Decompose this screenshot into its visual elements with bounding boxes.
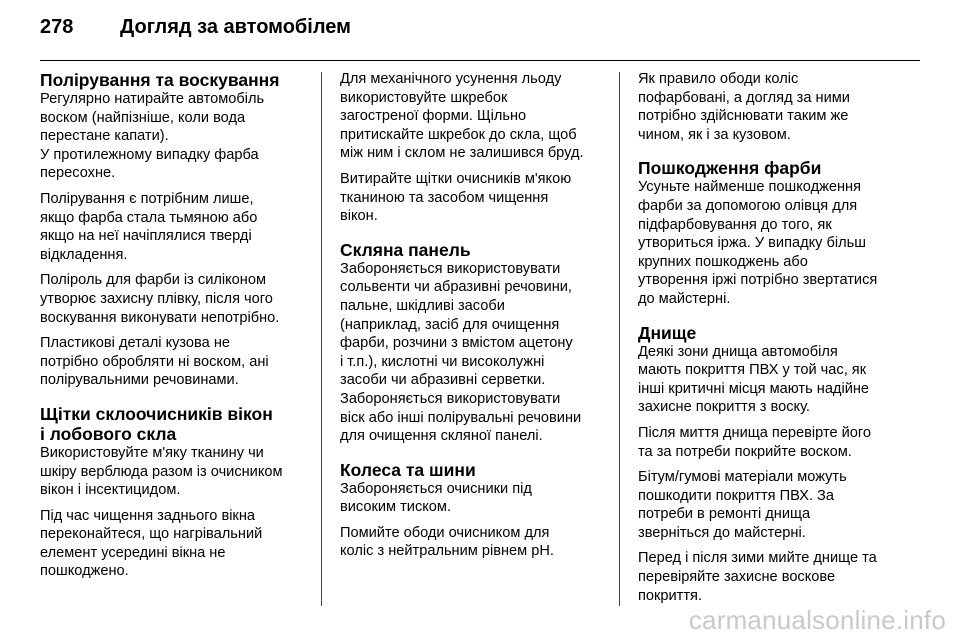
paragraph: Забороняється використовувати сольвенти чи абразивні речовини, пальне, шкідливі засоби (наприклад, засіб для очищення фарби, розчини з вмістом ацетону і т.п.), кислотні чи високолужні засоби чи абразивні серветки. Забороняється використовувати віск або інші полірувальні речовини для очищення скляної панелі. [340, 260, 582, 445]
paragraph: Усуньте найменше пошкодження фарби за допомогою олівця для підфарбовування до того, як утвориться іржа. У випадку більш крупних пошкоджень або утворення іржі потрібно звертатися до майстерні. [638, 179, 878, 307]
page-title: Догляд за автомобілем [120, 16, 351, 38]
paragraph: Для механічного усунення льоду використовуйте шкребок загостреної форми. Щільно притискайте шкребок до скла, щоб між ним і склом не залишився бруд. [340, 71, 584, 162]
paragraph: Пластикові деталі кузова не потрібно обробляти ні воском, ані полірувальними речовинами. [40, 335, 269, 389]
column-2 [340, 70, 612, 568]
section-title-polishing: Полірування та воскування [40, 70, 280, 90]
section-title-paint-damage: Пошкодження фарби [638, 158, 822, 179]
watermark-text: carmanualsonline.info [688, 605, 946, 635]
paragraph: Помийте ободи очисником для коліс з нейтральним рівнем pH. [340, 524, 554, 560]
section-title-wipers: Щітки склоочисників вікон і лобового скла [40, 403, 273, 444]
paragraph: Перед і після зими мийте днище та перевіряйте захисне воскове покриття. [638, 550, 877, 604]
paragraph: Як правило ободи коліс пофарбовані, а догляд за ними потрібно здійснювати таким же чином, як і за кузовом. [638, 71, 850, 143]
column-3 [638, 70, 910, 612]
page-header [40, 16, 920, 46]
paragraph: Деякі зони днища автомобіля мають покриття ПВХ у той час, як інші критичні місця мають надійне захисне покриття з воску. [638, 343, 870, 416]
column-1 [40, 70, 312, 588]
paragraph: Використовуйте м'яку тканину чи шкіру верблюда разом із очисником вікон і інсектицидом. [40, 444, 283, 499]
paragraph: Регулярно натирайте автомобіль воском (найпізніше, коли вода перестане капати). У протилежному випадку фарба пересохне. [40, 91, 265, 182]
paragraph: Забороняється очисники під високим тиском. [340, 480, 532, 516]
section-title-wheels-tyres: Колеса та шини [340, 459, 476, 480]
page-number: 278 [40, 16, 74, 38]
paragraph: Поліроль для фарби із силіконом утворює захисну плівку, після чого воскування виконувати непотрібно. [40, 272, 280, 326]
column-divider [321, 72, 322, 606]
paragraph: Бітум/гумові матеріали можуть пошкодити покриття ПВХ. За потреби в ремонті днища зверніться до майстерні. [638, 469, 847, 541]
section-title-glass-panel: Скляна панель [340, 239, 471, 260]
header-rule [40, 60, 920, 61]
paragraph: Полірування є потрібним лише, якщо фарба стала тьмяною або якщо на неї начіплялися тверді відкладення. [40, 190, 258, 263]
column-divider [619, 72, 620, 606]
paragraph: Після миття днища перевірте його та за потреби покрийте воском. [638, 424, 872, 460]
section-title-underbody: Днище [638, 322, 697, 343]
paragraph: Під час чищення заднього вікна переконайтеся, що нагрівальний елемент усередині вікна не пошкоджено. [40, 507, 263, 580]
paragraph: Витирайте щітки очисників м'якою тканиною та засобом чищення вікон. [340, 170, 572, 225]
